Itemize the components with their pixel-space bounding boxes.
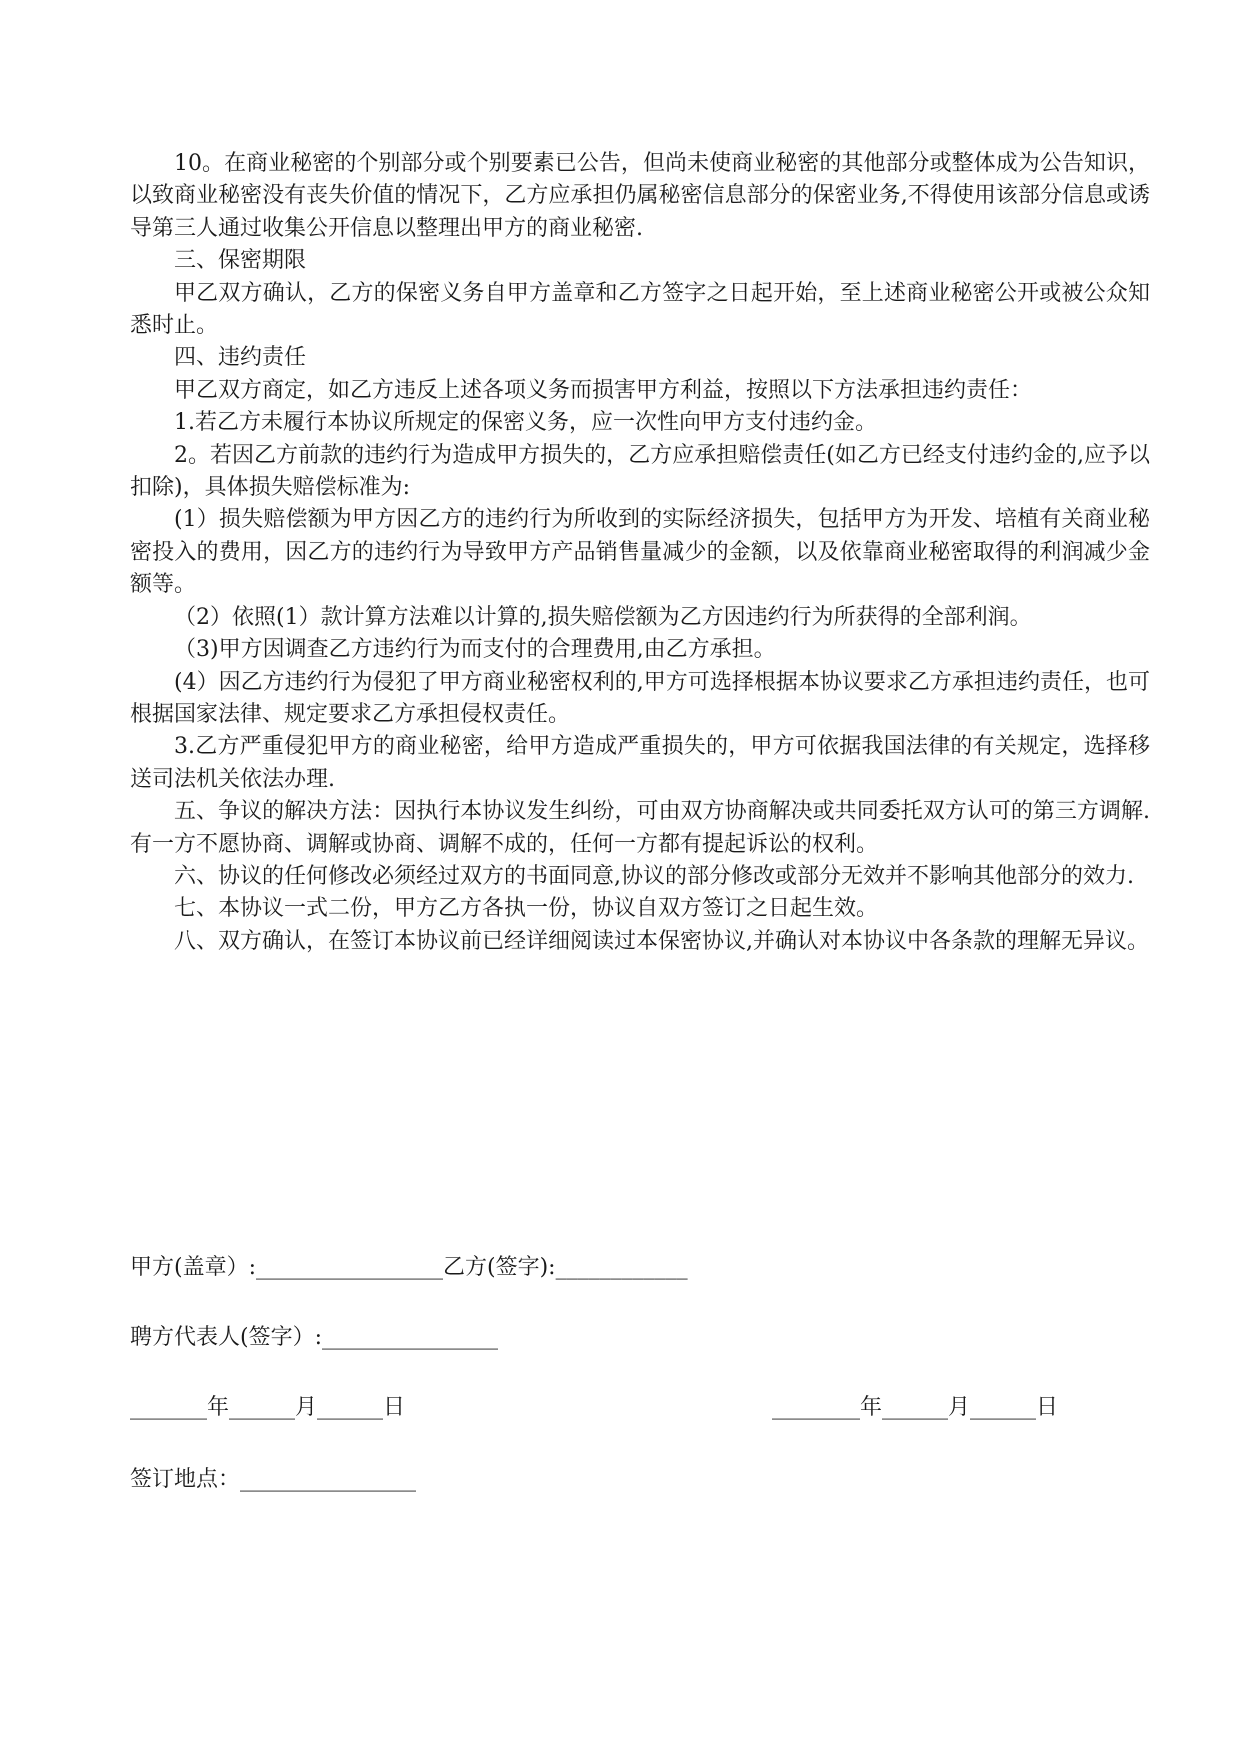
paragraph-compensation-2: 2。若因乙方前款的违约行为造成甲方损失的，乙方应承担赔偿责任(如乙方已经支付违约金的,应予以扣除)，具体损失赔偿标准为: xyxy=(130,442,1150,501)
date-right: ________年______月______日 xyxy=(772,1395,1059,1420)
signature-representative-line: 聘方代表人(签字）:________________ xyxy=(130,1325,498,1350)
paragraph-confidentiality-term: 甲乙双方确认，乙方的保密义务自甲方盖章和乙方签字之日起开始，至上述商业秘密公开或被公众知悉时止。 xyxy=(130,280,1150,339)
paragraph-confirmation: 八、双方确认，在签订本协议前已经详细阅读过本保密协议,并确认对本协议中各条款的理解无异议。 xyxy=(174,928,1149,954)
paragraph-compensation-item-1: (1）损失赔偿额为甲方因乙方的违约行为所收到的实际经济损失，包括甲方为开发、培植有关商业秘密投入的费用，因乙方的违约行为导致甲方产品销售量减少的金额，以及依靠商业秘密取得的利润减少金额等。 xyxy=(130,507,1150,598)
signing-place-line: 签订地点：________________ xyxy=(130,1467,417,1492)
paragraph-compensation-item-2: （2）依照(1）款计算方法难以计算的,损失赔偿额为乙方因违约行为所获得的全部利润。 xyxy=(174,604,1032,630)
paragraph-penalty-1: 1.若乙方未履行本协议所规定的保密义务，应一次性向甲方支付违约金。 xyxy=(174,410,877,436)
paragraph-copies: 七、本协议一式二份，甲方乙方各执一份，协议自双方签订之日起生效。 xyxy=(174,896,879,922)
heading-breach-liability: 四、违约责任 xyxy=(174,345,307,371)
heading-confidentiality-period: 三、保密期限 xyxy=(174,248,307,274)
date-left: _______年______月______日 xyxy=(130,1395,406,1420)
agreement-body xyxy=(130,148,1150,958)
paragraph-compensation-item-4: (4）因乙方违约行为侵犯了甲方商业秘密权利的,甲方可选择根据本协议要求乙方承担违约责任，也可根据国家法律、规定要求乙方承担侵权责任。 xyxy=(130,669,1150,727)
paragraph-clause-10: 10。在商业秘密的个别部分或个别要素已公告，但尚未使商业秘密的其他部分或整体成为公告知识，以致商业秘密没有丧失价值的情况下，乙方应承担仍属秘密信息部分的保密业务,不得使用该部分信息或诱导第三人通过收集公开信息以整理出甲方的商业秘密. xyxy=(130,151,1150,241)
signature-parties-line: 甲方(盖章）:_________________乙方(签字):____________ xyxy=(130,1255,688,1280)
paragraph-compensation-item-3: （3)甲方因调查乙方违约行为而支付的合理费用,由乙方承担。 xyxy=(174,637,776,663)
paragraph-amendments: 六、协议的任何修改必须经过双方的书面同意,协议的部分修改或部分无效并不影响其他部分的效力. xyxy=(174,863,1134,889)
paragraph-dispute-resolution: 五、争议的解决方法：因执行本协议发生纠纷，可由双方协商解决或共同委托双方认可的第三方调解.有一方不愿协商、调解或协商、调解不成的，任何一方都有提起诉讼的权利。 xyxy=(130,799,1150,857)
paragraph-serious-breach-3: 3.乙方严重侵犯甲方的商业秘密，给甲方造成严重损失的，甲方可依据我国法律的有关规定，选择移送司法机关依法办理. xyxy=(130,734,1150,792)
paragraph-breach-intro: 甲乙双方商定，如乙方违反上述各项义务而损害甲方利益，按照以下方法承担违约责任： xyxy=(174,377,1033,403)
